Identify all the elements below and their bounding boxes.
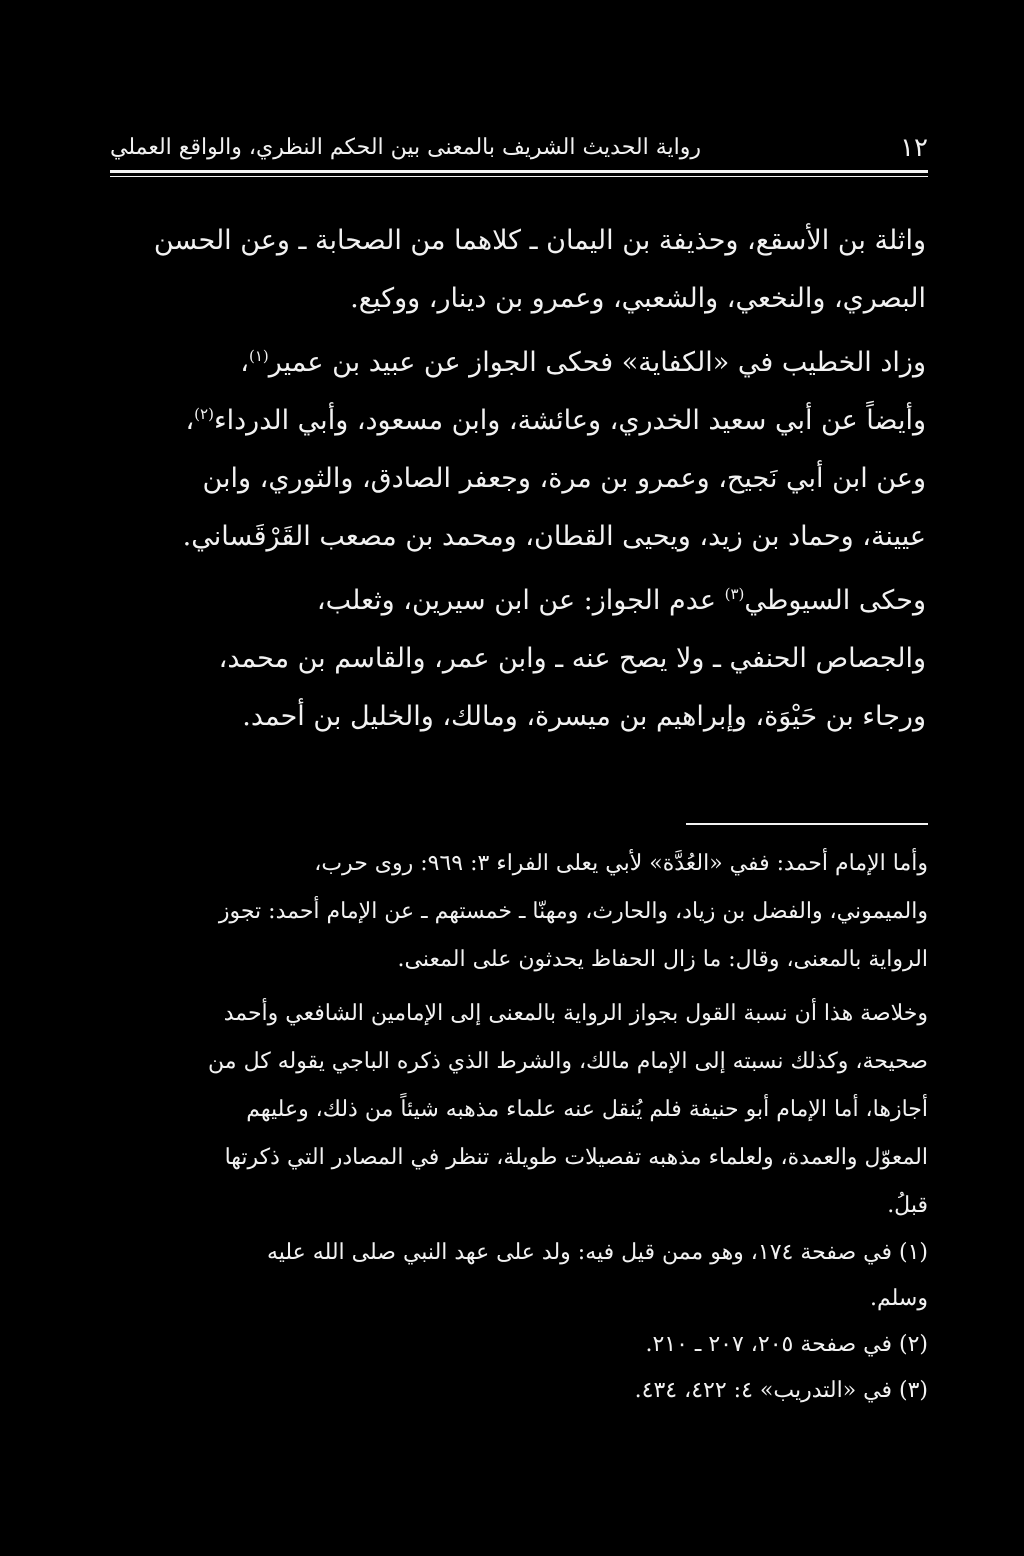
body-line: وعن ابن أبي نَجيح، وعمرو بن مرة، وجعفر الصادق، والثوري، وابن [202,463,926,494]
note-line: الرواية بالمعنى، وقال: ما زال الحفاظ يحدثون على المعنى. [397,947,928,972]
note-line: صحيحة، وكذلك نسبته إلى الإمام مالك، والشرط الذي ذكره الباجي يقوله كل من [208,1049,928,1074]
note-line: وخلاصة هذا أن نسبة القول بجواز الرواية بالمعنى إلى الإمامين الشافعي وأحمد [223,1001,928,1026]
footnote-2: (٢) في صفحة ٢٠٥، ٢٠٧ ـ ٢١٠. [645,1332,928,1357]
body-line: واثلة بن الأسقع، وحذيفة بن اليمان ـ كلاهما من الصحابة ـ وعن الحسن [153,225,926,256]
body-line: والجصاص الحنفي ـ ولا يصح عنه ـ وابن عمر، والقاسم بن محمد، [218,643,926,674]
body-line: عيينة، وحماد بن زيد، ويحيى القطان، ومحمد بن مصعب القَرْقَساني. [182,521,926,552]
footnote-1: (١) في صفحة ١٧٤، وهو ممن قيل فيه: ولد على عهد النبي صلى الله عليه [266,1240,928,1265]
footnote-ref: (١) [248,347,269,365]
body-line: وزاد الخطيب في «الكفاية» فحكى الجواز عن عبيد بن عمير$^{(١)}$، [240,347,926,378]
footnote-separator [686,823,928,825]
main-text [100,212,926,746]
body-line: ورجاء بن حَيْوَة، وإبراهيم بن ميسرة، ومالك، والخليل بن أحمد. [242,701,926,732]
body-line: البصري، والنخعي، والشعبي، وعمرو بن دينار، ووكيع. [350,283,926,314]
notes-section [100,840,928,1414]
body-line: وأيضاً عن أبي سعيد الخدري، وعائشة، وابن مسعود، وأبي الدرداء$^{(٢)}$، [185,405,926,436]
header-rule-thin [110,176,928,177]
note-line: وأما الإمام أحمد: ففي «العُدَّة» لأبي يعلى الفراء ٣: ٩٦٩: روى حرب، [314,851,928,876]
page-number: ١٢ [900,133,928,163]
note-line: والميموني، والفضل بن زياد، والحارث، ومهنّا ـ خمستهم ـ عن الإمام أحمد: تجوز [218,899,928,924]
footnote-ref: (٣) [724,585,745,603]
footnote-1-cont: وسلم. [870,1286,928,1311]
running-header-title: رواية الحديث الشريف بالمعنى بين الحكم النظري، والواقع العملي [110,135,702,160]
body-line: وحكى السيوطي$^{(٣)}$ عدم الجواز: عن ابن سيرين، وثعلب، [316,585,926,616]
header-rule [110,170,928,173]
note-line: المعوّل والعمدة، ولعلماء مذهبه تفصيلات طويلة، تنظر في المصادر التي ذكرتها [224,1145,928,1170]
note-line: أجازها، أما الإمام أبو حنيفة فلم يُنقل عنه علماء مذهبه شيئاً من ذلك، وعليهم [246,1097,928,1122]
footnote-ref: (٢) [194,405,214,423]
note-line: قبلُ. [887,1193,928,1218]
footnote-3: (٣) في «التدريب» ٤: ٤٢٢، ٤٣٤. [634,1378,928,1403]
running-header [110,128,928,168]
